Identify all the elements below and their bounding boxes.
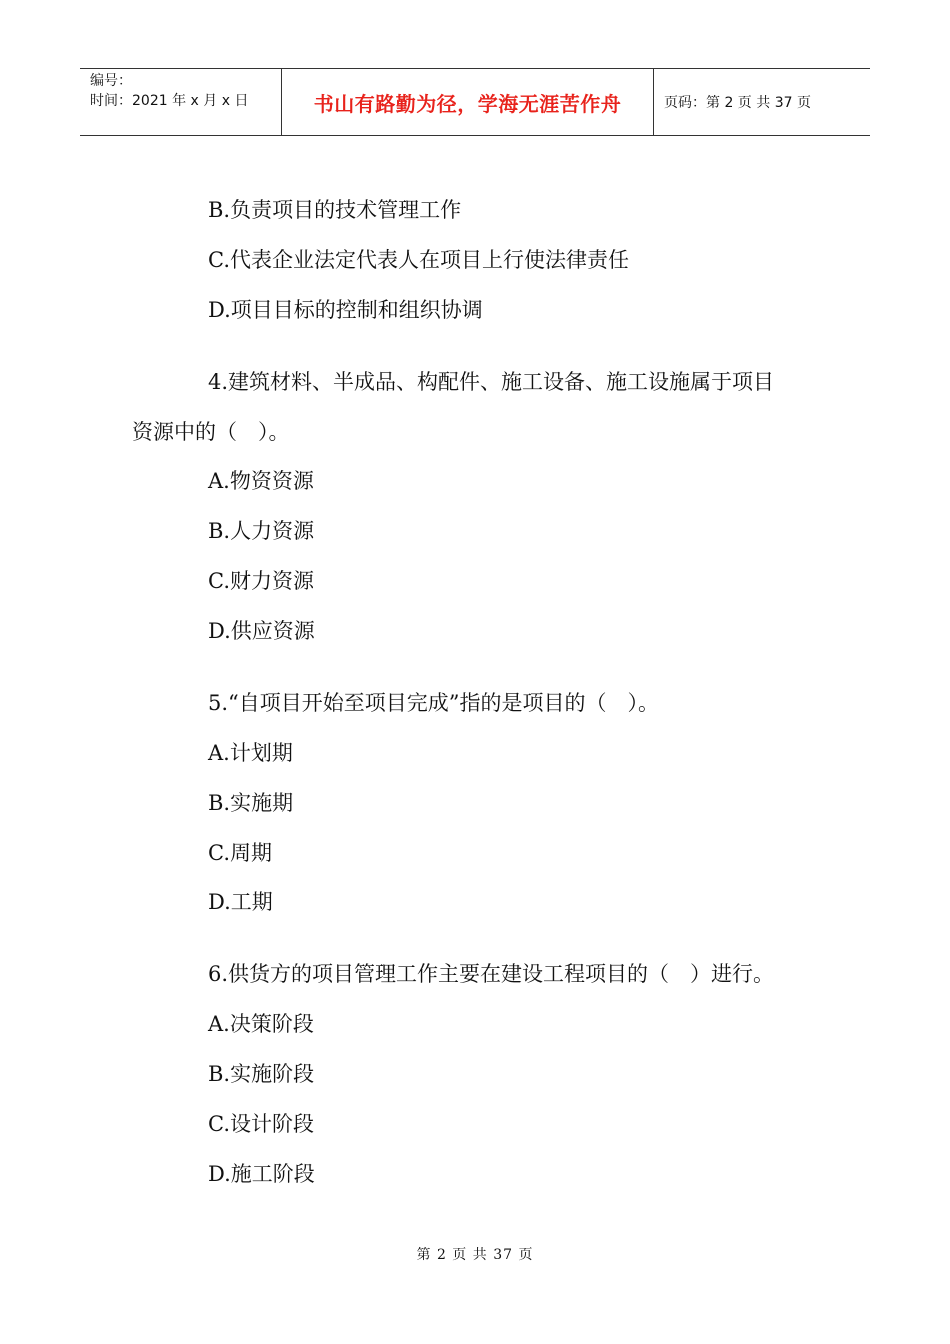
option-line: C.财力资源 bbox=[208, 569, 314, 593]
page-header bbox=[80, 68, 870, 136]
page-footer: 第 2 页 共 37 页 bbox=[416, 1247, 534, 1263]
header-number-label: 编号： bbox=[90, 73, 132, 89]
option-line: B.人力资源 bbox=[208, 519, 315, 543]
option-line: D.供应资源 bbox=[208, 619, 315, 643]
header-motto: 书山有路勤为径，学海无涯苦作舟 bbox=[282, 69, 654, 135]
option-line: A.决策阶段 bbox=[208, 1012, 314, 1036]
header-page-info: 页码：第 2 页 共 37 页 bbox=[664, 95, 811, 111]
option-line: A.计划期 bbox=[208, 741, 293, 765]
option-line: C.周期 bbox=[208, 841, 272, 865]
option-line: B.实施期 bbox=[208, 791, 294, 815]
option-line: D.工期 bbox=[208, 890, 273, 914]
header-time-label: 时间：2021 年 x 月 x 日 bbox=[90, 93, 249, 109]
question-line-continued: 资源中的（ ）。 bbox=[132, 420, 290, 444]
option-line: B.实施阶段 bbox=[208, 1062, 315, 1086]
question-line: 5.“自项目开始至项目完成”指的是项目的（ ）。 bbox=[208, 691, 660, 715]
option-line: D.施工阶段 bbox=[208, 1162, 315, 1186]
option-line: C.设计阶段 bbox=[208, 1112, 314, 1136]
option-line: B.负责项目的技术管理工作 bbox=[208, 198, 462, 222]
option-line: C.代表企业法定代表人在项目上行使法律责任 bbox=[208, 248, 629, 272]
option-line: D.项目目标的控制和组织协调 bbox=[208, 298, 483, 322]
question-line: 4.建筑材料、半成品、构配件、施工设备、施工设施属于项目 bbox=[208, 370, 775, 394]
header-meta bbox=[80, 69, 282, 135]
question-line: 6.供货方的项目管理工作主要在建设工程项目的（ ）进行。 bbox=[208, 962, 775, 986]
option-line: A.物资资源 bbox=[208, 469, 314, 493]
